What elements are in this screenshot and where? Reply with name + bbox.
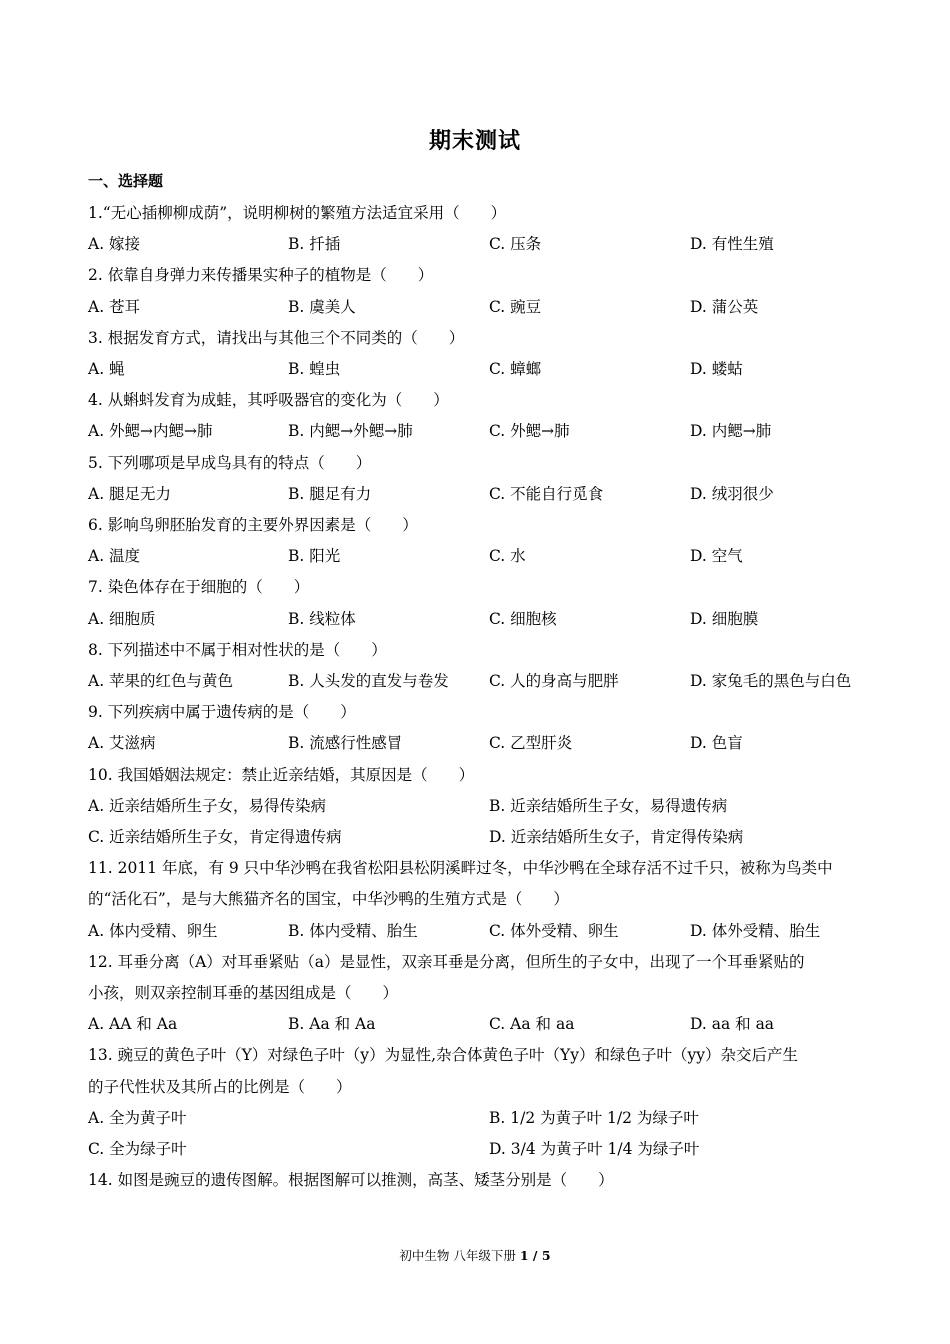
answer-option: C. 乙型肝炎	[489, 734, 573, 753]
question-stem: 4. 从蝌蚪发育为成蛙，其呼吸器官的变化为（ ）	[88, 391, 449, 410]
question-stem: 13. 豌豆的黄色子叶（Y）对绿色子叶（y）为显性,杂合体黄色子叶（Yy）和绿色子叶（yy）杂交后产生	[88, 1046, 798, 1065]
answer-option: C. 全为绿子叶	[88, 1140, 187, 1158]
answer-option: A. 苹果的红色与黄色	[88, 672, 234, 690]
question-stem: 小孩，则双亲控制耳垂的基因组成是（ ）	[88, 984, 399, 1002]
question-stem: 2. 依靠自身弹力来传播果实种子的植物是（ ）	[88, 266, 434, 285]
answer-option: D. 蝼蛄	[690, 360, 743, 378]
question-stem: 12. 耳垂分离（A）对耳垂紧贴（a）是显性，双亲耳垂是分离，但所生的子女中，出现了一个耳垂紧贴的	[88, 952, 805, 971]
question-stem: 9. 下列疾病中属于遗传病的是（ ）	[88, 703, 356, 722]
answer-option: D. 有性生殖	[690, 235, 774, 254]
answer-option: A. 腿足无力	[88, 484, 172, 503]
answer-option: C. 外鳃→肺	[489, 422, 570, 441]
answer-option: C. 豌豆	[489, 297, 542, 316]
answer-option: B. 流感行性感冒	[288, 734, 403, 753]
answer-option: D. 体外受精、胎生	[690, 921, 821, 940]
answer-option: B. 扦插	[288, 235, 341, 254]
answer-option: B. 1/2 为黄子叶 1/2 为绿子叶	[489, 1108, 699, 1127]
answer-option: C. 水	[489, 547, 526, 566]
question-stem: 1.“无心插柳柳成荫”，说明柳树的繁殖方法适宜采用（ ）	[88, 204, 507, 222]
answer-option: B. 人头发的直发与卷发	[288, 672, 449, 690]
answer-option: B. 蝗虫	[288, 360, 341, 378]
answer-option: C. Aa 和 aa	[489, 1015, 575, 1034]
answer-option: A. 温度	[88, 547, 141, 566]
answer-option: D. 家兔毛的黑色与白色	[690, 672, 852, 690]
question-stem: 的“活化石”，是与大熊猫齐名的国宝，中华沙鸭的生殖方式是（ ）	[88, 890, 569, 909]
answer-option: A. 体内受精、卵生	[88, 921, 218, 940]
answer-option: C. 人的身高与肥胖	[489, 672, 619, 690]
answer-option: C. 蟑螂	[489, 360, 542, 378]
footer-label: 初中生物 八年级下册	[399, 1248, 520, 1263]
answer-option: B. 内鳃→外鳃→肺	[288, 422, 413, 441]
answer-option: D. 近亲结婚所生女子，肯定得传染病	[489, 828, 744, 846]
answer-option: A. 全为黄子叶	[88, 1108, 187, 1127]
question-stem: 8. 下列描述中不属于相对性状的是（ ）	[88, 640, 387, 659]
footer-page-total: 5	[541, 1248, 551, 1263]
question-stem: 14. 如图是豌豆的遗传图解。根据图解可以推测，高茎、矮茎分别是（ ）	[88, 1171, 614, 1190]
answer-option: D. 色盲	[690, 734, 743, 753]
answer-option: B. 阳光	[288, 547, 341, 566]
answer-option: D. aa 和 aa	[690, 1015, 775, 1034]
answer-option: D. 空气	[690, 547, 743, 566]
answer-option: C. 细胞核	[489, 609, 557, 628]
answer-option: A. 近亲结婚所生子女，易得传染病	[88, 796, 327, 815]
answer-option: D. 内鳃→肺	[690, 422, 772, 441]
answer-option: C. 近亲结婚所生子女，肯定得遗传病	[88, 828, 342, 846]
answer-option: A. 细胞质	[88, 609, 156, 628]
answer-option: D. 绒羽很少	[690, 484, 774, 503]
answer-option: A. 蝇	[88, 360, 125, 378]
answer-option: A. 外鳃→内鳃→肺	[88, 422, 213, 441]
answer-option: A. AA 和 Aa	[88, 1015, 178, 1034]
answer-option: C. 不能自行觅食	[489, 484, 604, 503]
footer-page-number: 1	[519, 1248, 529, 1263]
answer-option: A. 苍耳	[88, 297, 141, 316]
answer-option: D. 蒲公英	[690, 297, 759, 316]
question-stem: 3. 根据发育方式，请找出与其他三个不同类的（ ）	[88, 328, 465, 347]
answer-option: A. 嫁接	[88, 235, 141, 254]
answer-option: B. 虞美人	[288, 297, 356, 316]
answer-option: C. 体外受精、卵生	[489, 921, 619, 940]
section-heading: 一、选择题	[88, 172, 164, 190]
question-stem: 11. 2011 年底，有 9 只中华沙鸭在我省松阳县松阴溪畔过冬，中华沙鸭在全球存活不过千只，被称为鸟类中	[88, 859, 833, 878]
page-title: 期末测试	[428, 128, 521, 154]
answer-option: B. 线粒体	[288, 609, 356, 628]
answer-option: B. Aa 和 Aa	[288, 1015, 376, 1034]
question-stem: 的子代性状及其所占的比例是（ ）	[88, 1077, 352, 1096]
answer-option: D. 3/4 为黄子叶 1/4 为绿子叶	[489, 1140, 700, 1158]
answer-option: C. 压条	[489, 235, 542, 254]
answer-option: D. 细胞膜	[690, 609, 759, 628]
question-stem: 10. 我国婚姻法规定：禁止近亲结婚，其原因是（ ）	[88, 765, 475, 784]
answer-option: B. 体内受精、胎生	[288, 921, 418, 940]
question-stem: 5. 下列哪项是早成鸟具有的特点（ ）	[88, 453, 372, 472]
footer-separator: /	[528, 1248, 542, 1263]
question-stem: 6. 影响鸟卵胚胎发育的主要外界因素是（ ）	[88, 516, 418, 534]
page-footer	[0, 1246, 950, 1264]
question-stem: 7. 染色体存在于细胞的（ ）	[88, 578, 310, 597]
answer-option: B. 近亲结婚所生子女，易得遗传病	[489, 796, 728, 815]
answer-option: A. 艾滋病	[88, 734, 156, 753]
answer-option: B. 腿足有力	[288, 484, 372, 503]
